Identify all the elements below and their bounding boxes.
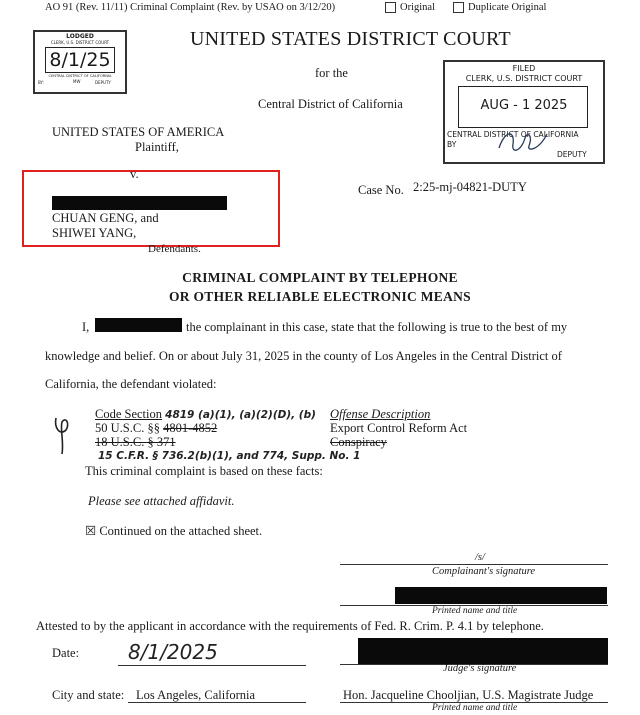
court-district: Central District of California: [258, 97, 403, 111]
original-checkbox: [385, 2, 435, 13]
lodged-date: 8/1/25: [45, 47, 115, 73]
plaintiff-role: Plaintiff,: [135, 140, 179, 154]
body-p2: knowledge and belief. On or about July 31, 2025 in the county of Los Angeles in the Central District of: [45, 349, 562, 363]
printed-name-label-1: Printed name and title: [432, 606, 518, 616]
body-p1-start: I,: [82, 320, 90, 334]
city-value: Los Angeles, California: [136, 688, 256, 702]
date-label: Date:: [52, 646, 80, 660]
defendant-2: SHIWEI YANG,: [52, 226, 137, 240]
duplicate-checkbox: [453, 2, 546, 13]
body-p1-rest: the complainant in this case, state that the following is true to the best of my: [186, 320, 568, 334]
filed-date: AUG - 1 2025: [480, 98, 568, 113]
based-on-facts: This criminal complaint is based on these facts:: [85, 464, 323, 478]
lodged-deputy: DEPUTY: [95, 80, 111, 85]
city-label: City and state:: [52, 688, 125, 702]
court-for-the: for the: [315, 66, 348, 80]
duplicate-label: Duplicate Original: [468, 2, 547, 13]
defendant-1: CHUAN GENG, and: [52, 211, 159, 225]
doc-title-line1: CRIMINAL COMPLAINT BY TELEPHONE: [182, 270, 458, 285]
filed-district: CENTRAL DISTRICT OF CALIFORNIA: [447, 130, 579, 139]
attested-text: Attested to by the applicant in accordance with the requirements of Fed. R. Crim. P. 4.1 by telephone.: [36, 619, 544, 633]
printed-name-label-2: Printed name and title: [432, 703, 518, 713]
doc-title-line2: OR OTHER RELIABLE ELECTRONIC MEANS: [168, 289, 471, 304]
filed-clerk: CLERK, U.S. DISTRICT COURT: [465, 74, 583, 83]
versus: v.: [130, 167, 139, 181]
complainant-sig-line: [340, 564, 608, 565]
offense-1: Export Control Reform Act: [330, 421, 468, 435]
checkbox-icon: [453, 2, 464, 13]
filed-deputy: DEPUTY: [557, 150, 587, 159]
filed-stamp: [443, 60, 605, 164]
code-1: [95, 421, 217, 436]
filed-by: BY: [447, 140, 457, 149]
form-id: [45, 2, 335, 13]
code-handwritten: 4819 (a)(1), (a)(2)(D), (b): [165, 409, 316, 421]
code-1-text: 50 U.S.C. §§: [95, 421, 160, 435]
code-section-header: Code Section: [95, 407, 163, 421]
handwritten-initials-icon: [52, 412, 78, 456]
redaction-bar: [395, 587, 607, 604]
defendants-role: Defendants.: [148, 243, 201, 255]
continued-label: Continued on the attached sheet.: [99, 524, 263, 538]
offense-2-struck: Conspiracy: [330, 435, 387, 449]
code-3-handwritten: 15 C.F.R. § 736.2(b)(1), and 774, Supp. No. 1: [98, 450, 361, 462]
city-line: [128, 702, 306, 703]
lodged-by: BY:: [38, 80, 44, 85]
plaintiff-name: UNITED STATES OF AMERICA: [52, 125, 225, 139]
lodged-stamp: [33, 30, 127, 94]
lodged-clerk: CLERK, U.S. DISTRICT COURT: [50, 40, 110, 45]
original-label: Original: [400, 2, 435, 13]
complainant-sig-label: Complainant's signature: [432, 566, 536, 577]
code-1-struck: 4801-4852: [163, 421, 218, 435]
redaction-bar: [95, 318, 182, 332]
checkbox-icon: [385, 2, 396, 13]
court-title: UNITED STATES DISTRICT COURT: [190, 28, 511, 50]
see-affidavit: Please see attached affidavit.: [88, 494, 235, 508]
date-line: [118, 665, 306, 666]
lodged-title: LODGED: [66, 33, 94, 40]
case-label: Case No.: [358, 183, 404, 197]
lodged-initials: MW: [73, 79, 81, 84]
judge-name: Hon. Jacqueline Chooljian, U.S. Magistrate Judge: [343, 688, 594, 702]
form-revision: (Rev. 11/11) Criminal Complaint (Rev. by USAO on 3/12/20): [75, 2, 336, 13]
complainant-sig: /s/: [475, 552, 485, 563]
lodged-district: CENTRAL DISTRICT OF CALIFORNIA: [48, 74, 112, 78]
code-2-struck: 18 U.S.C. § 371: [95, 435, 176, 449]
form-number: AO 91: [45, 2, 74, 13]
continued-checkbox: ☒: [85, 524, 97, 538]
body-p3: California, the defendant violated:: [45, 377, 217, 391]
filed-title: FILED: [512, 64, 536, 73]
clerk-signature-icon: [495, 124, 555, 158]
judge-sig-label: Judge's signature: [443, 663, 517, 674]
offense-header: Offense Description: [330, 407, 431, 421]
redaction-bar: [52, 196, 227, 210]
date-handwritten: 8/1/2025: [128, 640, 218, 664]
case-number: 2:25-mj-04821-DUTY: [413, 180, 527, 194]
redaction-bar: [358, 638, 608, 664]
